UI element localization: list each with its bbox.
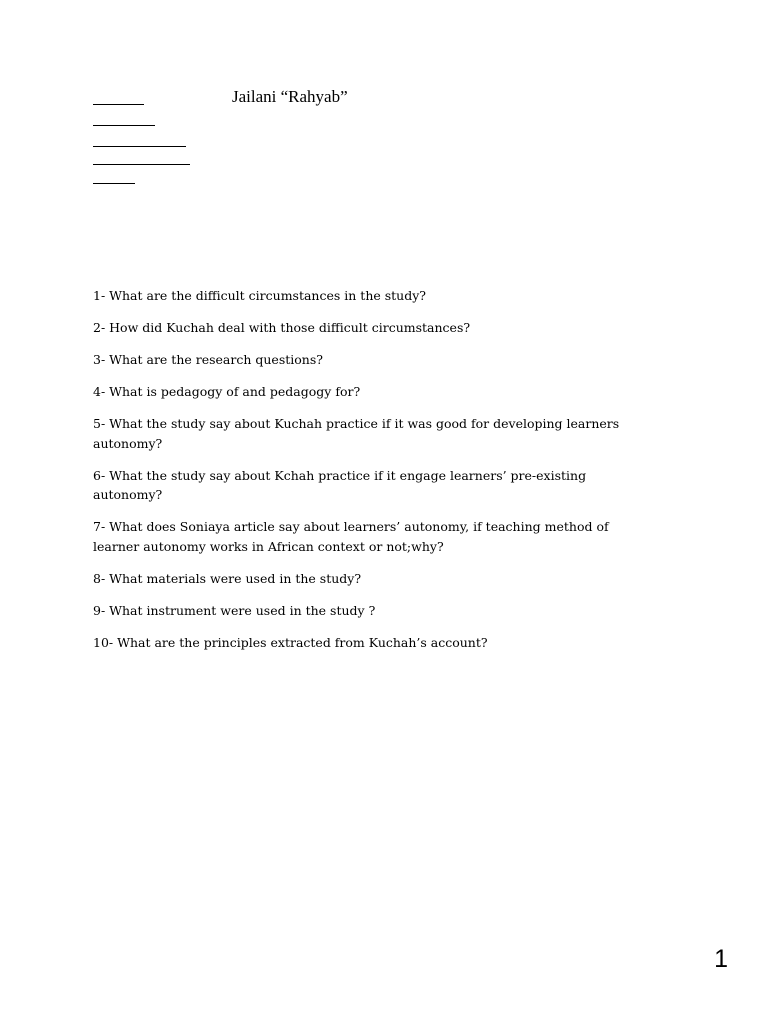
question-7: 7- What does Soniaya article say about learners’ autonomy, if teaching method of learner autonomy works in African context or not;why? xyxy=(93,519,609,554)
author-name: Jailani “Rahyab” xyxy=(232,87,348,106)
blank-line xyxy=(93,146,186,147)
question-9: 9- What instrument were used in the study ? xyxy=(93,602,376,618)
question-list xyxy=(93,286,653,665)
question-1: 1- What are the difficult circumstances in the study? xyxy=(93,288,426,303)
question-10: 10- What are the principles extracted from Kuchah’s account? xyxy=(93,634,488,650)
question-2: 2- How did Kuchah deal with those difficult circumstances? xyxy=(93,320,471,335)
question-4: 4- What is pedagogy of and pedagogy for? xyxy=(93,384,361,399)
question-6: 6- What the study say about Kchah practice if it engage learners’ pre-existing autonomy? xyxy=(93,467,587,502)
blank-line xyxy=(93,104,144,105)
blank-line xyxy=(93,164,190,165)
blank-line xyxy=(93,125,155,126)
blank-line xyxy=(93,183,135,184)
question-3: 3- What are the research questions? xyxy=(93,352,323,367)
question-5: 5- What the study say about Kuchah practice if it was good for developing learners autonomy? xyxy=(93,416,620,451)
question-8: 8- What materials were used in the study? xyxy=(93,570,362,586)
page-number: 1 xyxy=(714,945,728,973)
